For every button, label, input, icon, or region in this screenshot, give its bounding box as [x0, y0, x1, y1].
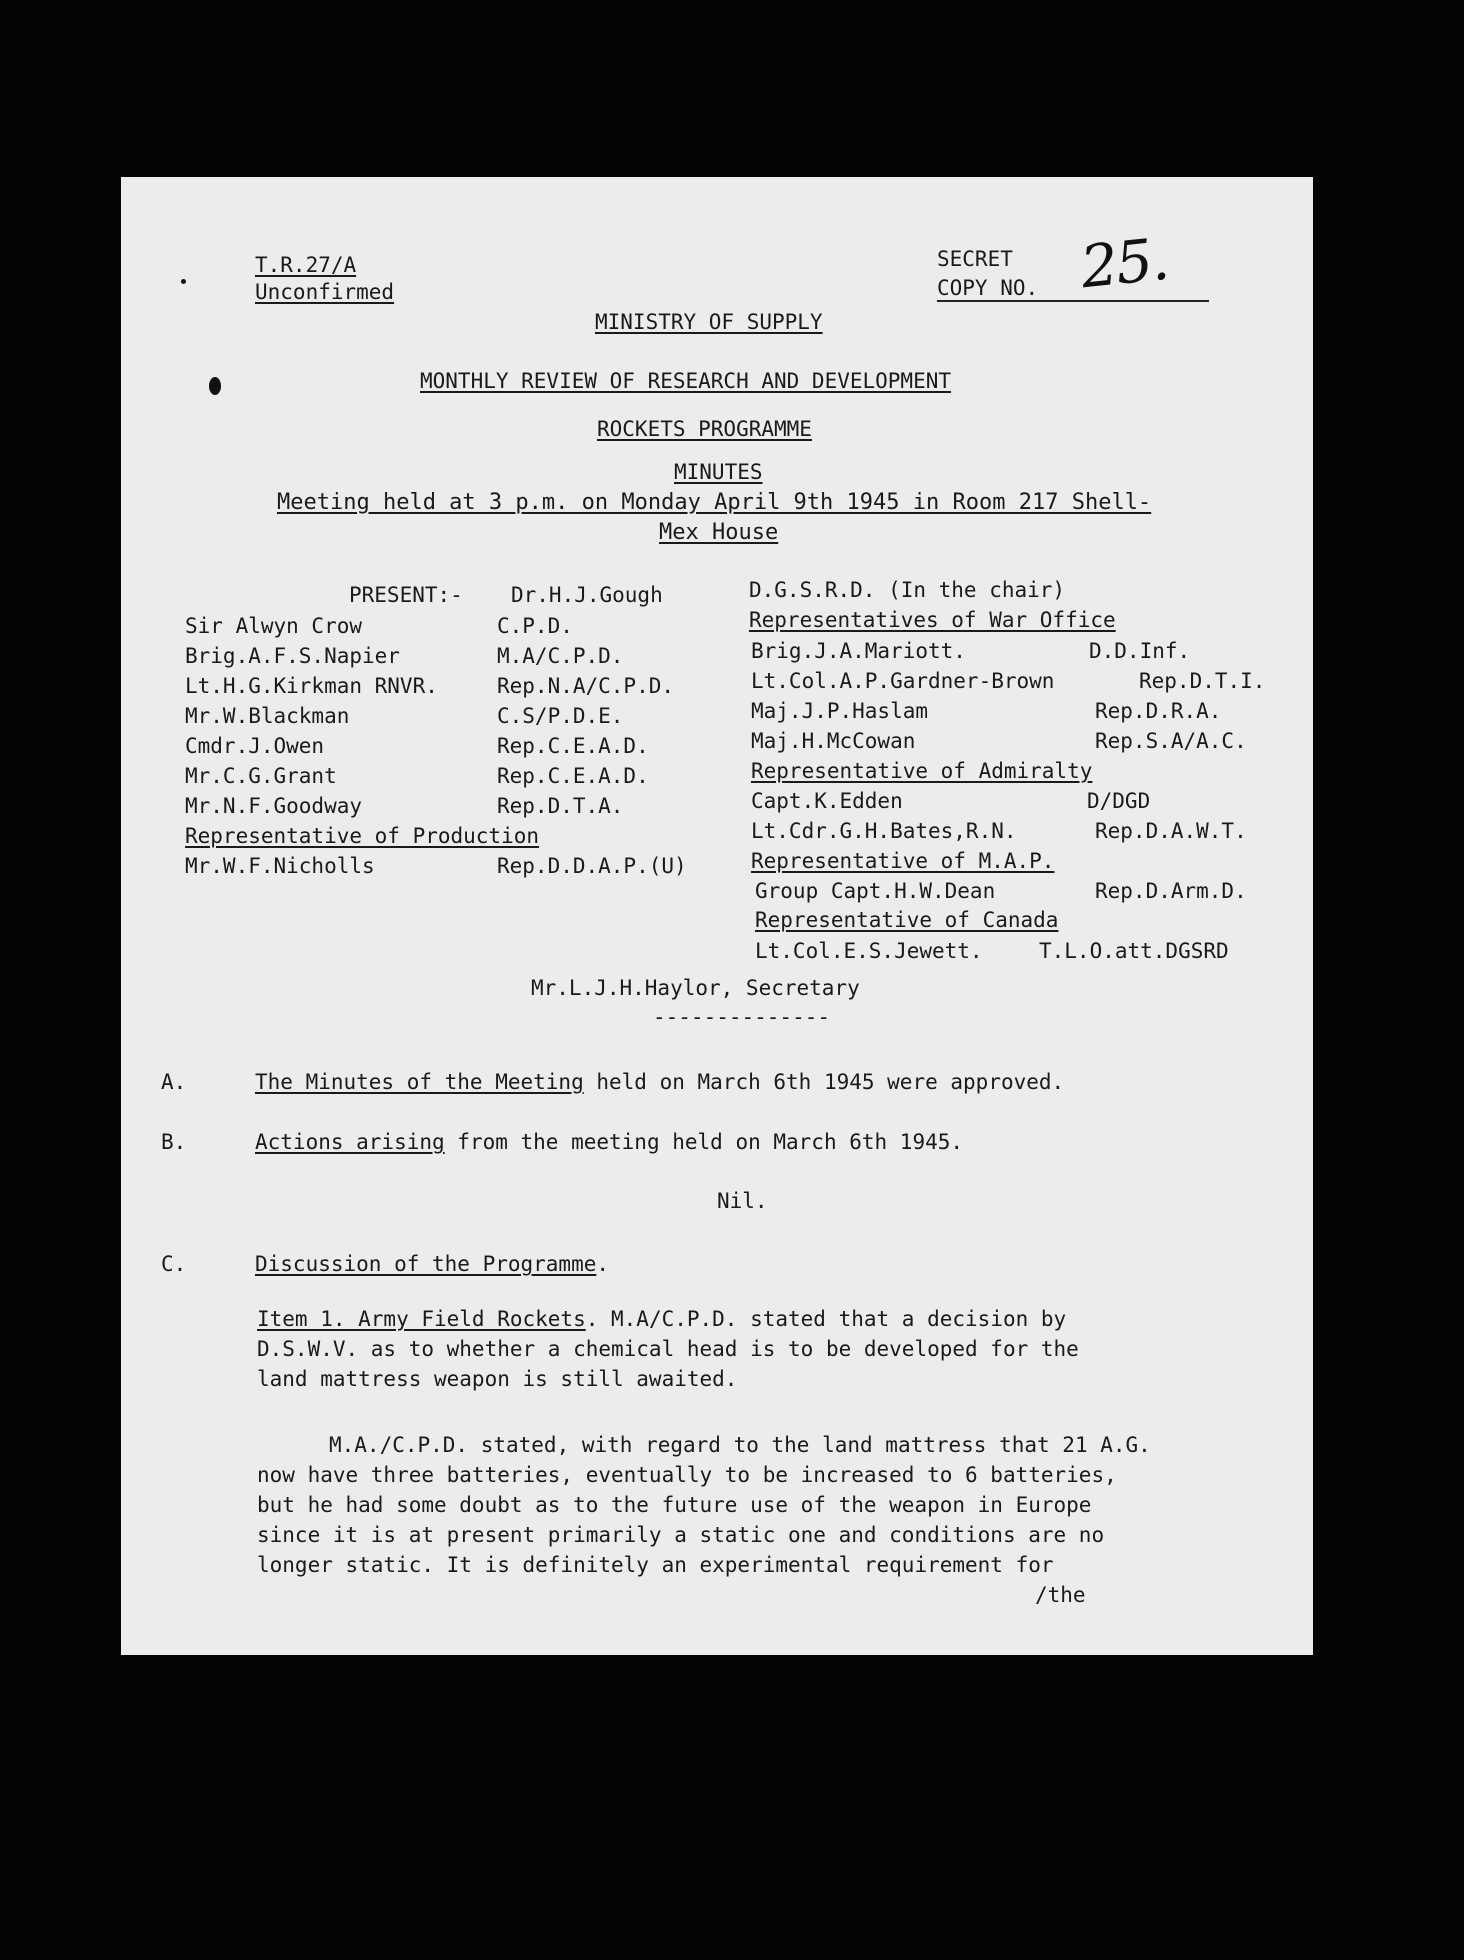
- attendee-role: Rep.C.E.A.D.: [497, 734, 649, 758]
- attendee-name: Lt.Col.E.S.Jewett.: [755, 939, 983, 963]
- attendee-role: Rep.D.Arm.D.: [1095, 879, 1247, 903]
- item1-line-3: land mattress weapon is still awaited.: [257, 1367, 738, 1391]
- attendee-role: Rep.S.A/A.C.: [1095, 729, 1247, 753]
- attendee-role: Rep.D.A.W.T.: [1095, 819, 1247, 843]
- attendee-name: Mr.W.Blackman: [185, 704, 350, 728]
- section-c-title: Discussion of the Programme: [255, 1252, 597, 1276]
- classification-label: SECRET: [937, 247, 1013, 271]
- minutes-title: MINUTES: [674, 460, 763, 484]
- attendee-role: D.D.Inf.: [1089, 639, 1191, 663]
- attendee-name: Lt.Col.A.P.Gardner-Brown: [751, 669, 1055, 693]
- attendee-name: Cmdr.J.Owen: [185, 734, 325, 758]
- copy-number-handwritten: 25.: [1077, 224, 1171, 302]
- attendee-role: Rep.D.T.A.: [497, 794, 624, 818]
- section-b-nil: Nil.: [717, 1189, 768, 1213]
- meeting-line-1: Meeting held at 3 p.m. on Monday April 9th 1945 in Room 217 Shell-: [277, 490, 1152, 515]
- admiralty-heading: Representative of Admiralty: [751, 759, 1093, 783]
- attendee-name: Mr.N.F.Goodway: [185, 794, 363, 818]
- canada-heading: Representative of Canada: [755, 908, 1059, 932]
- section-c-letter: C.: [161, 1252, 187, 1276]
- item1-line-1: [257, 1307, 1066, 1332]
- war-office-heading: Representatives of War Office: [749, 608, 1116, 632]
- section-b-title: Actions arising: [255, 1130, 445, 1154]
- para2-line-1: M.A./C.P.D. stated, with regard to the land mattress that 21 A.G.: [329, 1433, 1151, 1457]
- para2-line-2: now have three batteries, eventually to be increased to 6 batteries,: [257, 1463, 1117, 1487]
- attendee-role: Rep.D.T.I.: [1139, 669, 1266, 693]
- section-c-rest: .: [596, 1252, 610, 1276]
- continuation-word: /the: [1035, 1583, 1086, 1607]
- confirmation-status: Unconfirmed: [255, 280, 395, 304]
- production-heading: Representative of Production: [185, 824, 540, 848]
- present-label: PRESENT:-: [349, 583, 463, 607]
- item1-line1-rest: . M.A/C.P.D. stated that a decision by: [585, 1307, 1067, 1331]
- section-a-title: The Minutes of the Meeting: [255, 1070, 584, 1094]
- secretary: Mr.L.J.H.Haylor, Secretary: [531, 976, 860, 1000]
- para2-line-5: longer static. It is definitely an experimental requirement for: [257, 1553, 1054, 1577]
- section-a-text: [255, 1070, 1064, 1095]
- attendee-name: Mr.C.G.Grant: [185, 764, 337, 788]
- attendee-role: M.A/C.P.D.: [497, 644, 624, 668]
- attendee-role: D/DGD: [1087, 789, 1151, 813]
- ink-speck: [181, 279, 186, 284]
- section-c-text: [255, 1252, 609, 1277]
- para2-line-3: but he had some doubt as to the future use of the weapon in Europe: [257, 1493, 1092, 1517]
- attendee-name: Capt.K.Edden: [751, 789, 903, 813]
- item1-label: Item 1. Army Field Rockets: [257, 1307, 586, 1331]
- chair-role: D.G.S.R.D. (In the chair): [749, 578, 1066, 602]
- attendee-role: T.L.O.att.DGSRD: [1039, 939, 1229, 963]
- chair-name: Dr.H.J.Gough: [511, 583, 663, 607]
- copy-number-underline: [937, 300, 1209, 302]
- attendee-role: C.S/P.D.E.: [497, 704, 624, 728]
- para2-line-4: since it is at present primarily a static one and conditions are no: [257, 1523, 1105, 1547]
- attendee-name: Maj.J.P.Haslam: [751, 699, 929, 723]
- attendee-name: Lt.Cdr.G.H.Bates,R.N.: [751, 819, 1017, 843]
- attendee-role: C.P.D.: [497, 614, 573, 638]
- attendee-name: Brig.J.A.Mariott.: [751, 639, 966, 663]
- attendee-name: Maj.H.McCowan: [751, 729, 916, 753]
- attendee-role: Rep.N.A/C.P.D.: [497, 674, 675, 698]
- attendee-name: Group Capt.H.W.Dean: [755, 879, 996, 903]
- ink-mark: [209, 377, 221, 395]
- attendee-name: Brig.A.F.S.Napier: [185, 644, 400, 668]
- document-page: [121, 177, 1313, 1655]
- section-b-letter: B.: [161, 1130, 187, 1154]
- reference-number: T.R.27/A: [255, 253, 357, 277]
- attendee-role: Rep.D.D.A.P.(U): [497, 854, 687, 878]
- section-a-rest: held on March 6th 1945 were approved.: [583, 1070, 1065, 1094]
- attendee-role: Rep.C.E.A.D.: [497, 764, 649, 788]
- ministry-title: MINISTRY OF SUPPLY: [595, 310, 823, 334]
- section-a-letter: A.: [161, 1070, 187, 1094]
- review-title: MONTHLY REVIEW OF RESEARCH AND DEVELOPMENT: [420, 369, 952, 393]
- programme-title: ROCKETS PROGRAMME: [597, 417, 812, 441]
- item1-line-2: D.S.W.V. as to whether a chemical head is to be developed for the: [257, 1337, 1079, 1361]
- attendee-name: Lt.H.G.Kirkman RNVR.: [185, 674, 438, 698]
- attendee-role: Rep.D.R.A.: [1095, 699, 1222, 723]
- attendee-name: Sir Alwyn Crow: [185, 614, 363, 638]
- map-heading: Representative of M.A.P.: [751, 849, 1055, 873]
- attendee-name: Mr.W.F.Nicholls: [185, 854, 375, 878]
- meeting-line-2: Mex House: [659, 520, 779, 545]
- copy-number-label: COPY NO.: [937, 276, 1039, 300]
- section-b-text: [255, 1130, 963, 1155]
- section-b-rest: from the meeting held on March 6th 1945.: [444, 1130, 964, 1154]
- divider-dashes: --------------: [653, 1005, 831, 1029]
